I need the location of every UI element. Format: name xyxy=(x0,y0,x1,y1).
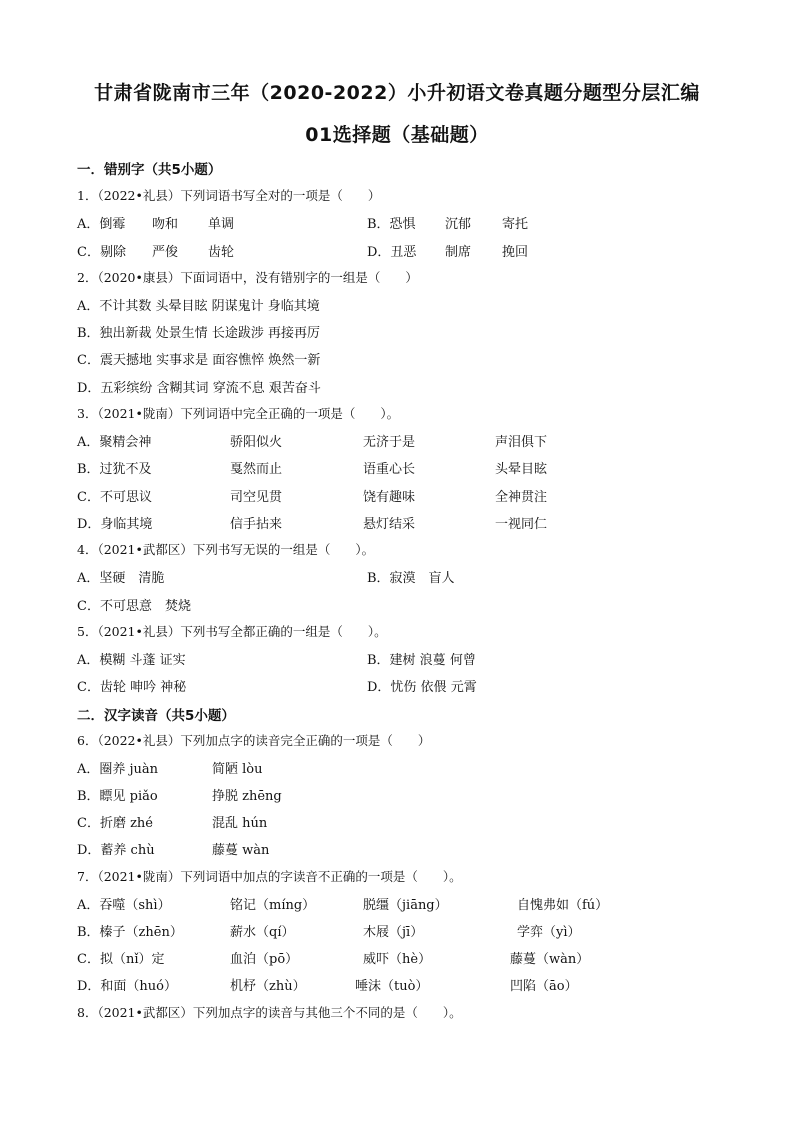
question-stem: 2．（2020•康县）下面词语中，没有错别字的一组是（ ） xyxy=(77,270,418,285)
option-word: 威吓（hè） xyxy=(363,952,432,967)
option-row xyxy=(77,213,717,233)
option-word: 薪水（qí） xyxy=(230,925,295,940)
option-d: D．和面（huó） xyxy=(77,979,177,994)
option-a: A．模糊 斗蓬 证实 xyxy=(77,653,186,668)
option-b: B．恐惧 xyxy=(367,217,416,232)
option-c: C．齿轮 呻吟 神秘 xyxy=(77,680,187,695)
option-a: A．吞噬（shì） xyxy=(77,898,171,913)
option-row xyxy=(77,975,717,995)
option-word: 学弈（yì） xyxy=(517,925,581,940)
option-c: C．拟（nǐ）定 xyxy=(77,952,165,967)
option-word: 齿轮 xyxy=(208,245,235,260)
option-c: C．震天撼地 实事求是 面容憔悴 焕然一新 xyxy=(77,353,321,368)
option-word: 骄阳似火 xyxy=(230,435,283,450)
option-word: 一视同仁 xyxy=(495,517,548,532)
option-row xyxy=(77,894,717,914)
question-stem: 7．（2021•陇南）下列词语中加点的字读音不正确的一项是（ ）。 xyxy=(77,869,462,884)
option-word: 简陋 lòu xyxy=(212,762,263,777)
option-c: C．折磨 zhé xyxy=(77,816,153,831)
document-title: 甘肃省陇南市三年（2020-2022）小升初语文卷真题分题型分层汇编 xyxy=(94,82,700,104)
option-word: 铭记（míng） xyxy=(230,898,316,913)
option-row xyxy=(77,241,717,261)
option-row xyxy=(77,513,717,533)
option-word: 信手拈来 xyxy=(230,517,283,532)
question-stem: 8．（2021•武都区）下列加点字的读音与其他三个不同的是（ ）。 xyxy=(77,1005,462,1020)
option-word: 藤蔓 wàn xyxy=(212,843,270,858)
question-stem: 5．（2021•礼县）下列书写全都正确的一组是（ ）。 xyxy=(77,624,387,639)
option-word: 唾沫（tuò） xyxy=(355,979,429,994)
option-c: C．不可思议 xyxy=(77,490,152,505)
option-word: 司空见贯 xyxy=(230,490,283,505)
option-a: A．聚精会神 xyxy=(77,435,152,450)
option-row xyxy=(77,458,717,478)
option-word: 机杼（zhù） xyxy=(230,979,306,994)
question-stem: 3．（2021•陇南）下列词语中完全正确的一项是（ ）。 xyxy=(77,406,400,421)
option-word: 沉郁 xyxy=(445,217,472,232)
option-d: D．忧伤 依偎 元霄 xyxy=(367,680,477,695)
option-word: 饶有趣味 xyxy=(363,490,416,505)
option-word: 血泊（pō） xyxy=(230,952,299,967)
option-a: A．不计其数 头晕目眩 阴谋鬼计 身临其境 xyxy=(77,299,320,314)
option-word: 声泪俱下 xyxy=(495,435,548,450)
option-word: 藤蔓（wàn） xyxy=(510,952,590,967)
option-d: D．蓄养 chù xyxy=(77,843,155,858)
option-word: 吻和 xyxy=(152,217,179,232)
option-row xyxy=(77,676,717,696)
option-a: A．圈养 juàn xyxy=(77,762,159,777)
option-row xyxy=(77,921,717,941)
option-row xyxy=(77,567,717,587)
option-d: D．丑恶 xyxy=(367,245,417,260)
option-a: A．坚硬 清脆 xyxy=(77,571,165,586)
option-row xyxy=(77,431,717,451)
option-d: D．身临其境 xyxy=(77,517,153,532)
option-row xyxy=(77,486,717,506)
option-word: 自愧弗如（fú） xyxy=(517,898,609,913)
option-row xyxy=(77,785,717,805)
option-b: B．寂漠 盲人 xyxy=(367,571,455,586)
option-c: C．不可思意 焚烧 xyxy=(77,599,191,614)
option-word: 戛然而止 xyxy=(230,462,283,477)
option-row xyxy=(77,839,717,859)
option-b: B．瞟见 piǎo xyxy=(77,789,158,804)
option-b: B．过犹不及 xyxy=(77,462,152,477)
option-row xyxy=(77,758,717,778)
option-d: D．五彩缤纷 含糊其词 穿流不息 艰苦奋斗 xyxy=(77,381,321,396)
option-word: 挣脱 zhēng xyxy=(212,789,282,804)
option-word: 寄托 xyxy=(502,217,529,232)
option-word: 挽回 xyxy=(502,245,529,260)
section-heading: 一．错别字（共5小题） xyxy=(77,162,222,178)
option-word: 悬灯结采 xyxy=(363,517,416,532)
option-word: 无济于是 xyxy=(363,435,416,450)
option-word: 混乱 hún xyxy=(212,816,268,831)
option-c: C．剔除 xyxy=(77,245,126,260)
question-stem: 4．（2021•武都区）下列书写无误的一组是（ ）。 xyxy=(77,542,375,557)
question-stem: 1．（2022•礼县）下列词语书写全对的一项是（ ） xyxy=(77,188,381,203)
option-word: 语重心长 xyxy=(363,462,416,477)
option-b: B．榛子（zhēn） xyxy=(77,925,183,940)
option-word: 严俊 xyxy=(152,245,179,260)
option-word: 凹陷（āo） xyxy=(510,979,578,994)
option-row xyxy=(77,948,717,968)
option-word: 全神贯注 xyxy=(495,490,548,505)
option-word: 木屐（jī） xyxy=(363,925,424,940)
option-b: B．建树 浪蔓 何曾 xyxy=(367,653,476,668)
option-word: 制席 xyxy=(445,245,472,260)
question-stem: 6．（2022•礼县）下列加点字的读音完全正确的一项是（ ） xyxy=(77,733,431,748)
section-heading: 二．汉字读音（共5小题） xyxy=(77,708,235,724)
option-row xyxy=(77,649,717,669)
option-row xyxy=(77,812,717,832)
option-b: B．独出新裁 处景生情 长途跋涉 再接再厉 xyxy=(77,326,320,341)
option-word: 脱缰（jiāng） xyxy=(363,898,448,913)
option-a: A．倒霉 xyxy=(77,217,126,232)
document-subtitle: 01选择题（基础题） xyxy=(305,124,489,146)
option-word: 头晕目眩 xyxy=(495,462,548,477)
option-word: 单调 xyxy=(208,217,235,232)
